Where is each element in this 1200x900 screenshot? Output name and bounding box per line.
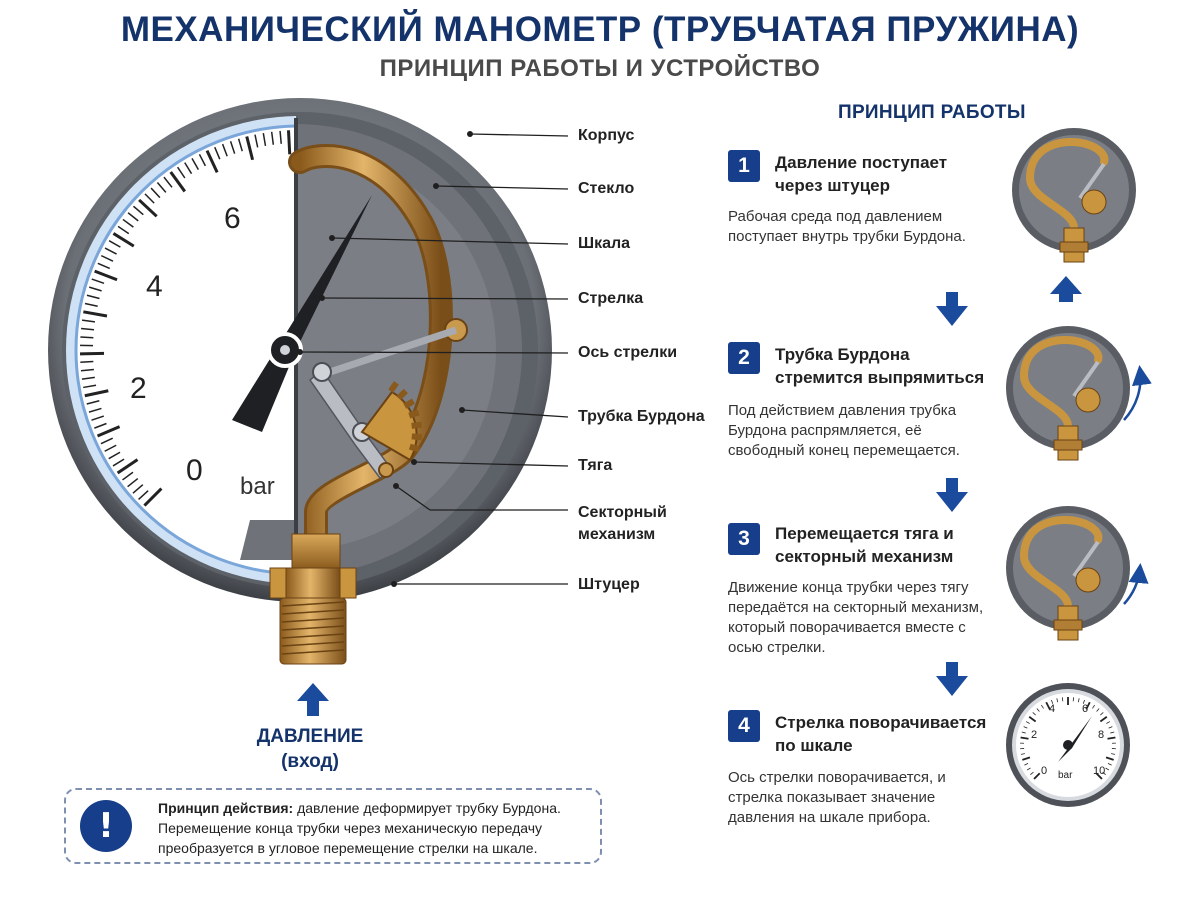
scale-number-4: 4 xyxy=(146,270,163,303)
scale-number-6: 6 xyxy=(224,202,241,235)
step1-gauge-illustration xyxy=(1012,128,1136,262)
step-title-4: Стрелка поворачивается по шкале xyxy=(775,713,987,755)
step2-gauge-illustration xyxy=(1006,326,1130,460)
step-number-2: 2 xyxy=(728,342,760,374)
info-body: давление деформирует трубку Бурдона. Перемещение конца трубки через механическую передачу преобразуется в угловое перемещение стрелки на шкале. xyxy=(158,800,561,856)
mini-scale-6: 6 xyxy=(1082,703,1089,715)
scale-number-2: 2 xyxy=(130,372,147,405)
label-bourdon-tube: Трубка Бурдона xyxy=(578,408,705,425)
pressure-arrow-icon xyxy=(297,683,329,716)
step-number-1: 1 xyxy=(728,150,760,182)
scale-number-0: 0 xyxy=(186,454,203,487)
step-title-2: Трубка Бурдона стремится выпрямиться xyxy=(775,345,985,387)
down-arrow-icon xyxy=(936,478,968,512)
up-arrow-icon xyxy=(1050,276,1082,302)
label-sector-mechanism: Секторный механизм xyxy=(578,504,667,543)
mini-scale-2: 2 xyxy=(1031,729,1038,741)
pressure-input-label xyxy=(210,724,410,774)
mini-scale-0: 0 xyxy=(1041,765,1048,777)
step-text-4: Ось стрелки поворачивается, и стрелка показывает значение давления на шкале прибора. xyxy=(728,769,946,826)
step-title-1: Давление поступает через штуцер xyxy=(775,153,948,195)
step3-gauge-illustration xyxy=(1006,506,1130,640)
mini-scale-8: 8 xyxy=(1098,729,1105,741)
page-subtitle: ПРИНЦИП РАБОТЫ И УСТРОЙСТВО xyxy=(379,55,821,82)
step-text-3: Движение конца трубки через тягу передаётся на секторный механизм, который поворачивается вместе с осью стрелки. xyxy=(728,579,984,656)
step-text-2: Под действием давления трубка Бурдона распрямляется, её свободный конец перемещается. xyxy=(728,402,960,459)
info-box xyxy=(64,788,602,864)
label-needle-axis: Ось стрелки xyxy=(578,344,678,361)
mini-unit: bar xyxy=(1058,770,1073,781)
mini-scale-10: 10 xyxy=(1093,765,1106,777)
label-needle: Стрелка xyxy=(578,290,644,307)
down-arrow-icon xyxy=(936,292,968,326)
mini-scale-4: 4 xyxy=(1049,703,1056,715)
pressure-input-line2: (вход) xyxy=(281,751,339,772)
step-title-3: Перемещается тяга и секторный механизм xyxy=(775,524,954,566)
step-text-1: Рабочая среда под давлением поступает внутрь трубки Бурдона. xyxy=(728,208,966,245)
label-glass: Стекло xyxy=(578,180,635,197)
pressure-input-line1: ДАВЛЕНИЕ xyxy=(256,726,364,747)
info-text xyxy=(158,798,594,858)
step-number-3: 3 xyxy=(728,523,760,555)
exclamation-icon: ! xyxy=(80,800,132,852)
step4-gauge-illustration xyxy=(1006,683,1130,807)
scale-unit: bar xyxy=(240,473,275,500)
down-arrow-icon xyxy=(936,662,968,696)
label-scale: Шкала xyxy=(578,235,631,252)
principle-title: ПРИНЦИП РАБОТЫ xyxy=(838,102,1026,123)
label-case: Корпус xyxy=(578,127,635,144)
step-number-4: 4 xyxy=(728,710,760,742)
info-bold: Принцип действия: xyxy=(158,800,294,816)
label-link: Тяга xyxy=(578,457,613,474)
label-fitting: Штуцер xyxy=(578,576,640,593)
page-title: МЕХАНИЧЕСКИЙ МАНОМЕТР (ТРУБЧАТАЯ ПРУЖИНА) xyxy=(120,10,1080,49)
